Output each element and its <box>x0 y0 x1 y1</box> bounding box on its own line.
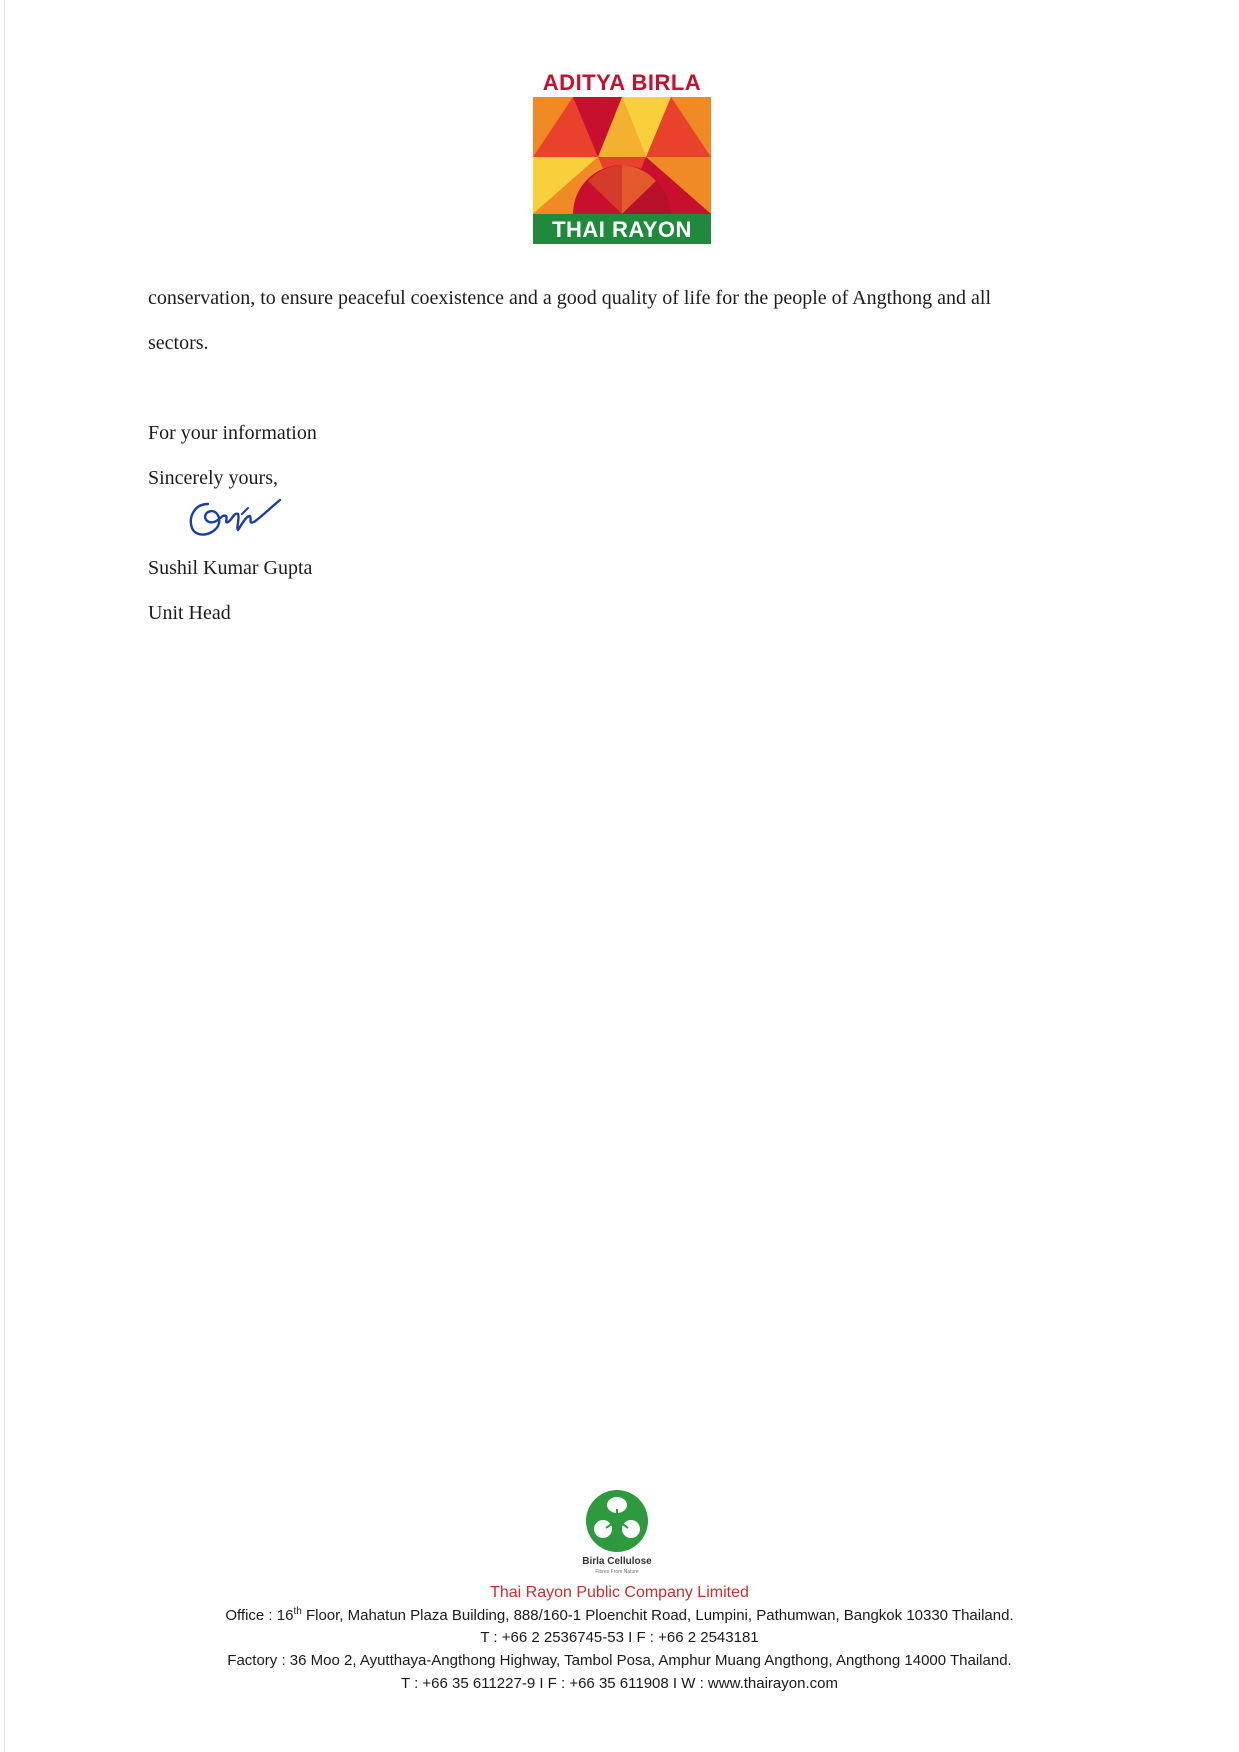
logo-bottom-text: THAI RAYON <box>533 214 711 244</box>
body-line-1: conservation, to ensure peaceful coexistence and a good quality of life for the people of Angthong and all <box>148 287 992 309</box>
handwritten-signature <box>186 494 286 542</box>
footer-factory-phone: T : +66 35 611227-9 I F : +66 35 611908 I W : www.thairayon.com <box>401 1675 838 1692</box>
signer-name: Sushil Kumar Gupta <box>148 557 313 579</box>
body-line-2: sectors. <box>148 332 209 354</box>
signer-title: Unit Head <box>148 602 231 624</box>
page-edge <box>4 0 5 1752</box>
birla-cellulose-leaf-icon <box>585 1489 649 1553</box>
footer-office-phone: T : +66 2 2536745-53 I F : +66 2 2543181 <box>480 1629 759 1646</box>
footer-office-prefix: Office : 16 <box>225 1607 294 1624</box>
footer-office-ordinal: th <box>293 1606 302 1617</box>
logo-sunburst-icon <box>533 97 711 214</box>
footer-office-address <box>0 1606 1239 1624</box>
logo-top-text: ADITYA BIRLA <box>542 70 702 95</box>
footer-office-rest: Floor, Mahatun Plaza Building, 888/160-1 Ploenchit Road, Lumpini, Pathumwan, Bangkok 10330 Thailand. <box>301 1607 1014 1624</box>
footer-company-name: Thai Rayon Public Company Limited <box>490 1584 749 1601</box>
aditya-birla-thai-rayon-logo <box>531 70 713 244</box>
salutation: Sincerely yours, <box>148 467 278 489</box>
footer-brand-tagline: Fibres From Nature <box>595 1569 639 1575</box>
closing-note: For your information <box>148 422 317 444</box>
footer-factory-address: Factory : 36 Moo 2, Ayutthaya-Angthong Highway, Tambol Posa, Amphur Muang Angthong, Angthong 14000 Thailand. <box>227 1652 1012 1669</box>
footer-brand-name: Birla Cellulose <box>582 1556 652 1567</box>
